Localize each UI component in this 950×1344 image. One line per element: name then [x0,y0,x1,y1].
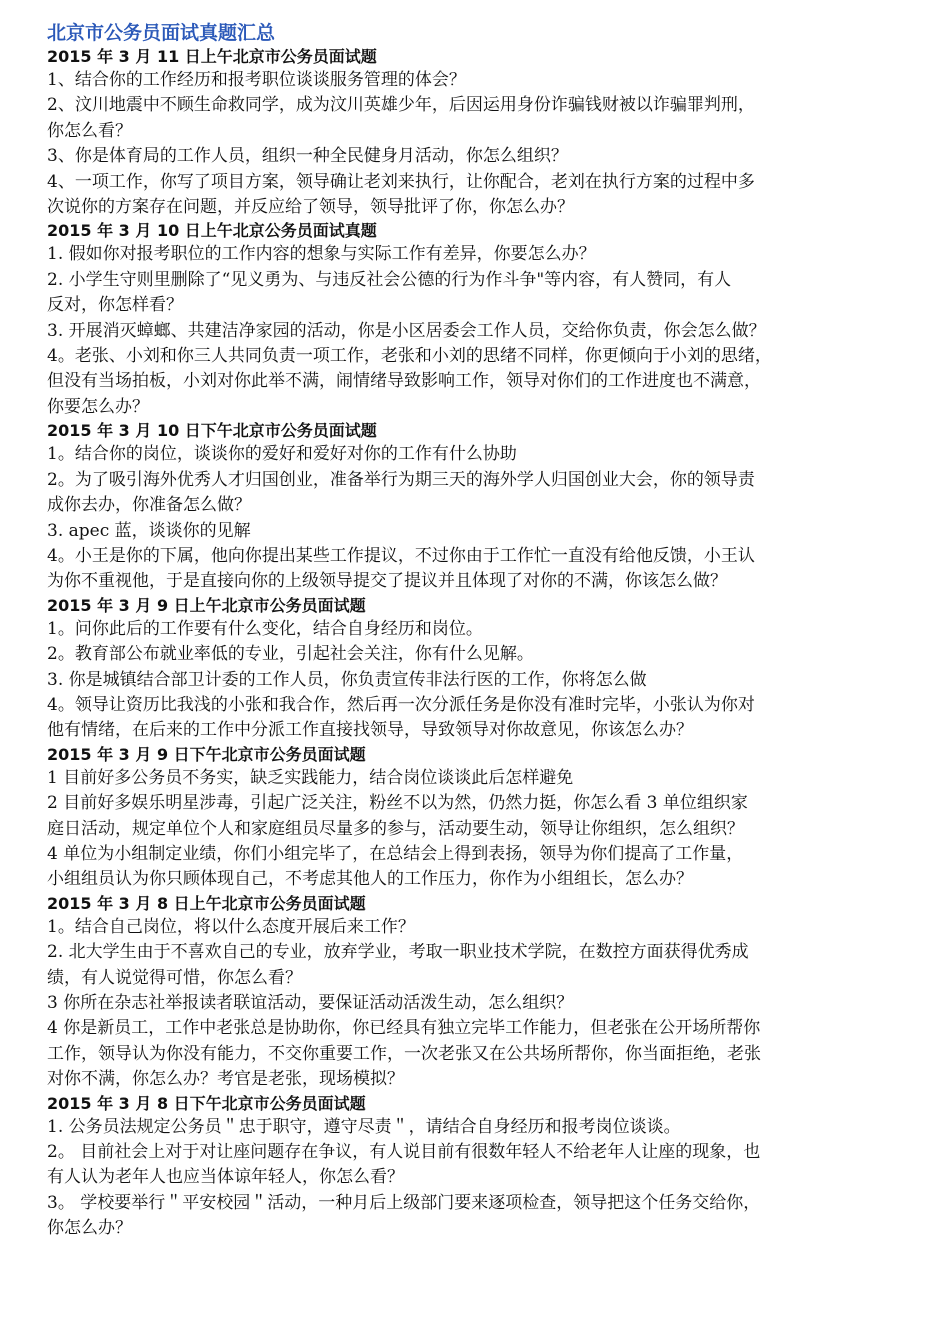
question-line: 4。小王是你的下属，他向你提出某些工作提议，不过你由于工作忙一直没有给他反馈，小王认 [47,545,755,566]
question-line: 3。 学校要举行＂平安校园＂活动，一种月后上级部门要来逐项检查，领导把这个任务交给你， [47,1192,761,1213]
question-section [47,893,903,1093]
question-line: 小组组员认为你只顾体现自己，不考虑其他人的工作压力，你作为小组组长，怎么办？ [47,869,693,890]
question-line: 4。老张、小刘和你三人共同负责一项工作，老张和小刘的思绪不同样，你更倾向于小刘的思绪， [47,346,772,367]
question-line: 你怎么看？ [47,120,132,141]
question-item [47,842,903,893]
question-line: 2。教育部公布就业率低的专业，引起社会关注，你有什么见解。 [47,644,534,665]
section-heading: 2015 年 3 月 10 日下午北京市公务员面试题 [47,421,377,441]
question-section [47,46,903,220]
question-item [47,319,903,344]
section-heading: 2015 年 3 月 9 日上午北京市公务员面试题 [47,595,366,615]
document-title: 北京市公务员面试真题汇总 [47,22,276,44]
question-line: 2。 目前社会上对于对让座问题存在争议，有人说目前有很数年轻人不给老年人让座的现象，也 [47,1142,761,1163]
question-line: 3 你所在杂志社举报读者联谊活动，要保证活动活泼生动，怎么组织？ [47,993,574,1013]
section-heading: 2015 年 3 月 10 日上午北京公务员面试真题 [47,221,377,241]
question-line: 1。问你此后的工作要有什么变化，结合自身经历和岗位。 [47,618,483,639]
question-section [47,595,903,744]
document-body [47,20,903,1242]
question-line: 成你去办，你准备怎么做？ [47,495,251,516]
section-heading: 2015 年 3 月 9 日下午北京市公务员面试题 [47,744,366,764]
question-item [47,144,903,169]
question-line: 4 你是新员工，工作中老张总是协助你，你已经具有独立完毕工作能力，但老张在公开场所帮你 [47,1018,761,1039]
question-item [47,170,903,221]
question-item [47,991,903,1016]
question-item [47,468,903,519]
question-line: 你要怎么办？ [47,396,149,417]
question-line: 为你不重视他，于是直接向你的上级领导提交了提议并且体现了对你的不满，你该怎么做？ [47,571,727,592]
question-line: 绩，有人说觉得可惜，你怎么看？ [47,967,302,988]
question-item [47,344,903,420]
question-item [47,1016,903,1092]
question-item [47,642,903,667]
question-line: 3、你是体育局的工作人员，组织一种全民健身月活动，你怎么组织？ [47,146,568,167]
question-line: 工作，领导认为你没有能力，不交你重要工作，一次老张又在公共场所帮你，你当面拒绝，老张 [47,1043,761,1064]
question-line: 1. 公务员法规定公务员＂忠于职守，遵守尽责＂，请结合自身经历和报考岗位谈谈。 [47,1116,681,1137]
question-line: 1 目前好多公务员不务实，缺乏实践能力，结合岗位谈谈此后怎样避免 [47,767,574,788]
question-line: 对你不满，你怎么办？考官是老张，现场模拟？ [47,1069,404,1090]
question-line: 3. apec 蓝，谈谈你的见解 [47,520,251,541]
section-heading: 2015 年 3 月 8 日下午北京市公务员面试题 [47,1093,366,1113]
question-line: 2、汶川地震中不顾生命救同学，成为汶川英雄少年，后因运用身份诈骗钱财被以诈骗罪判刑， [47,95,755,116]
question-line: 他有情绪，在后来的工作中分派工作直接找领导，导致领导对你故意见，你该怎么办？ [47,720,693,741]
question-section [47,220,903,420]
question-line: 4。领导让资历比我浅的小张和我合作，然后再一次分派任务是你没有准时完毕，小张认为你对 [47,694,755,715]
question-line: 反对，你怎样看？ [47,295,183,316]
question-line: 1、结合你的工作经历和报考职位谈谈服务管理的体会？ [47,70,466,90]
question-line: 2。为了吸引海外优秀人才归国创业，准备举行为期三天的海外学人归国创业大会，你的领导责 [47,469,755,490]
question-line: 庭日活动，规定单位个人和家庭组员尽量多的参与，活动要生动，领导让你组织，怎么组织？ [47,818,744,839]
question-item [47,668,903,693]
question-item [47,242,903,267]
question-item [47,1140,903,1191]
question-item [47,1115,903,1140]
section-heading: 2015 年 3 月 11 日上午北京市公务员面试题 [47,47,377,66]
question-item [47,693,903,744]
question-line: 4、一项工作，你写了项目方案，领导确让老刘来执行，让你配合，老刘在执行方案的过程中多 [47,171,755,192]
question-line: 1。结合自己岗位，将以什么态度开展后来工作？ [47,916,415,937]
section-heading: 2015 年 3 月 8 日上午北京市公务员面试题 [47,893,366,913]
question-line: 2. 北大学生由于不喜欢自己的专业，放弃学业，考取一职业技术学院，在数控方面获得优秀成 [47,942,749,963]
question-item [47,766,903,791]
question-item [47,617,903,642]
question-section [47,420,903,594]
question-item [47,268,903,319]
question-section [47,744,903,893]
question-line: 你怎么办？ [47,1218,132,1239]
question-item [47,442,903,467]
question-line: 有人认为老年人也应当体谅年轻人，你怎么看？ [47,1167,404,1188]
question-line: 4 单位为小组制定业绩，你们小组完毕了，在总结会上得到表扬，领导为你们提高了工作量， [47,843,744,864]
question-line: 3. 你是城镇结合部卫计委的工作人员，你负责宣传非法行医的工作，你将怎么做 [47,669,647,690]
question-line: 次说你的方案存在问题，并反应给了领导，领导批评了你，你怎么办？ [47,197,574,218]
question-line: 2 目前好多娱乐明星涉毒，引起广泛关注，粉丝不以为然，仍然力挺，你怎么看 3 单位组织家 [47,793,748,814]
question-item [47,915,903,940]
question-item [47,1191,903,1242]
question-item [47,544,903,595]
question-line: 1。结合你的岗位，谈谈你的爱好和爱好对你的工作有什么协助 [47,444,517,465]
question-line: 3. 开展消灭蟑螂、共建洁净家园的活动，你是小区居委会工作人员，交给你负责，你会怎么做？ [47,320,766,341]
question-line: 1. 假如你对报考职位的工作内容的想象与实际工作有差异，你要怎么办？ [47,244,596,265]
question-item [47,791,903,842]
question-section [47,1093,903,1242]
question-line: 但没有当场拍板，小刘对你此举不满，闹情绪导致影响工作，领导对你们的工作进度也不满意， [47,371,761,392]
question-item [47,93,903,144]
question-item [47,68,903,93]
question-item [47,519,903,544]
question-item [47,940,903,991]
question-line: 2. 小学生守则里删除了“见义勇为、与违反社会公德的行为作斗争"等内容，有人赞同，有人 [47,269,732,290]
